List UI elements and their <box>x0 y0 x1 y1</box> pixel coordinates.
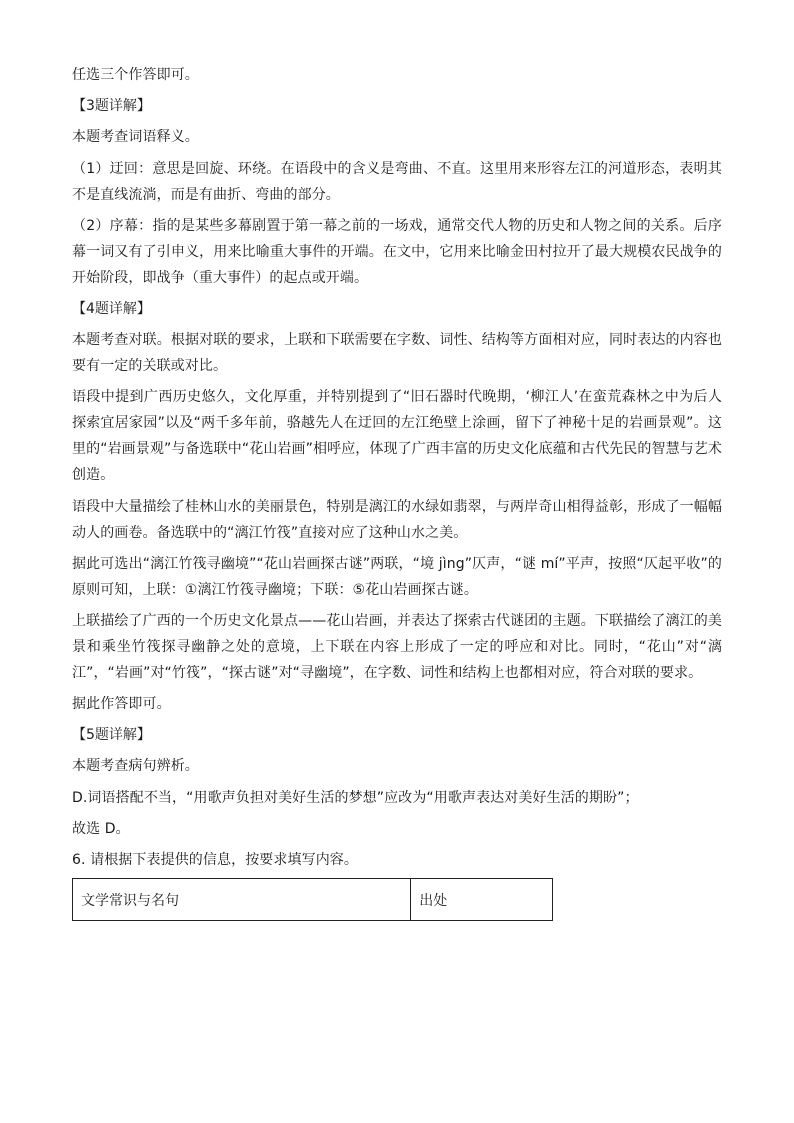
q5-intro: 本题考查病句辨析。 <box>72 758 199 775</box>
document-page <box>72 62 722 921</box>
q6-prompt: 6. 请根据下表提供的信息，按要求填写内容。 <box>72 852 359 868</box>
table-header-cell: 文学常识与名句 <box>73 879 411 921</box>
q4-paragraph-2: 语段中大量描绘了桂林山水的美丽景色，特别是漓江的水绿如翡翠，与两岸奇山相得益彰，形成了一幅幅动人的画卷。备选联中的“漓江竹筏”直接对应了这种山水之美。 <box>72 498 722 541</box>
table-row <box>73 879 553 921</box>
q5-heading: 【5题详解】 <box>72 727 151 744</box>
q3-item-2: （2）序幕：指的是某些多幕剧置于第一幕之前的一场戏，通常交代人物的历史和人物之间的关系。后序幕一词又有了引申义，用来比喻重大事件的开端。在文中，它用来比喻金田村拉开了最大规模农民战争的开始阶段，即战争（重大事件）的起点或开端。 <box>72 217 722 286</box>
q3-item-1: （1）迂回：意思是回旋、环绕。在语段中的含义是弯曲、不直。这里用来形容左江的河道形态，表明其不是直线流淌，而是有曲折、弯曲的部分。 <box>72 160 722 203</box>
q3-intro: 本题考查词语释义。 <box>72 129 199 146</box>
q4-paragraph-1: 语段中提到广西历史悠久，文化厚重，并特别提到了“旧石器时代晚期，‘柳江人’在蛮荒森林之中为后人探索宜居家园”以及“两千多年前，骆越先人在迂回的左江绝壁上涂画，留下了神秘十足的岩画景观”。这里的“岩画景观”与备选联中“花山岩画”相呼应，体现了广西丰富的历史文化底蕴和古代先民的智慧与艺术创造。 <box>72 389 722 484</box>
q3-heading: 【3题详解】 <box>72 98 151 115</box>
table-header-cell: 出处 <box>411 879 553 921</box>
answer-note: 任选三个作答即可。 <box>72 67 199 83</box>
q5-answer: 故选 D。 <box>72 820 130 837</box>
q4-heading: 【4题详解】 <box>72 300 151 317</box>
q4-paragraph-3: 据此可选出“漓江竹筏寻幽境”“花山岩画探古谜”两联，“境 jìng”仄声，“谜 mí”平声，按照“仄起平收”的原则可知，上联：①漓江竹筏寻幽境；下联：⑤花山岩画探古谜。 <box>72 555 722 598</box>
q4-conclusion: 据此作答即可。 <box>72 696 171 713</box>
literature-table <box>72 878 553 921</box>
q4-intro: 本题考查对联。根据对联的要求，上联和下联需要在字数、词性、结构等方面相对应，同时表达的内容也要有一定的关联或对比。 <box>72 332 722 375</box>
q5-explanation: D.词语搭配不当，“用歌声负担对美好生活的梦想”应改为“用歌声表达对美好生活的期盼”； <box>72 789 639 806</box>
q4-paragraph-4: 上联描绘了广西的一个历史文化景点——花山岩画，并表达了探索古代谜团的主题。下联描绘了漓江的美景和乘坐竹筏探寻幽静之处的意境，上下联在内容上形成了一定的呼应和对比。同时，“花山”对“漓江”，“岩画”对“竹筏”，“探古谜”对“寻幽境”，在字数、词性和结构上也都相对应，符合对联的要求。 <box>72 612 722 681</box>
